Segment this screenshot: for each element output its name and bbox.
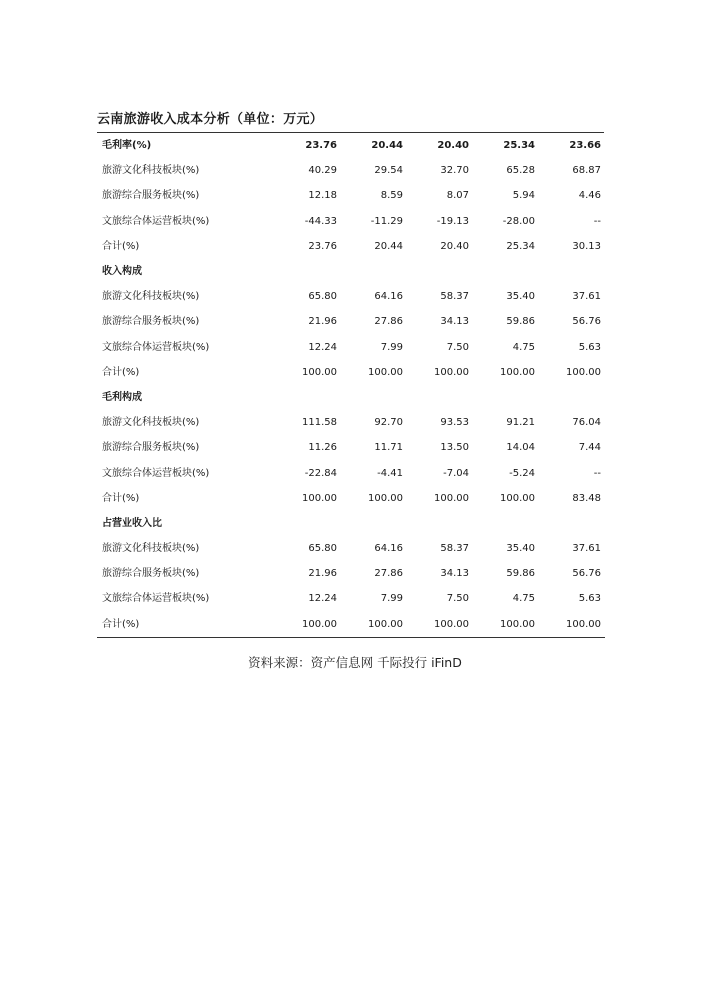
cell-value: 21.96 xyxy=(308,316,337,328)
source-note: 资料来源：资产信息网 千际投行 iFinD xyxy=(248,655,462,670)
cell-value xyxy=(541,511,605,536)
cell-value: 59.86 xyxy=(506,316,535,328)
cell-value: 29.54 xyxy=(374,165,403,177)
cell-value: 100.00 xyxy=(475,612,541,638)
cell-value: 5.94 xyxy=(512,190,535,202)
row-label: 收入构成 xyxy=(102,266,142,278)
cell-value: 11.71 xyxy=(374,442,403,454)
cell-value: 20.44 xyxy=(374,240,403,252)
cell-value: 65.80 xyxy=(308,291,337,303)
cell-value: -44.33 xyxy=(304,215,337,227)
cell-value xyxy=(277,259,343,284)
table-row xyxy=(97,133,605,158)
cell-value: 5.63 xyxy=(578,593,601,605)
cell-value: 21.96 xyxy=(308,568,337,580)
cell-value: 59.86 xyxy=(506,568,535,580)
cell-value: -- xyxy=(593,215,601,227)
data-table xyxy=(97,133,605,638)
cell-value: 23.76 xyxy=(305,140,337,152)
cell-value: 20.40 xyxy=(437,140,469,152)
row-label: 合计(%) xyxy=(102,492,140,504)
row-label: 旅游文化科技板块(%) xyxy=(102,417,200,429)
cell-value: -4.41 xyxy=(377,467,403,479)
cell-value: 65.28 xyxy=(506,165,535,177)
cell-value: 7.44 xyxy=(578,442,601,454)
cell-value xyxy=(343,385,409,410)
cell-value: 40.29 xyxy=(308,165,337,177)
cell-value: 4.46 xyxy=(578,190,601,202)
cell-value: 92.70 xyxy=(374,417,403,429)
cell-value: 100.00 xyxy=(434,366,469,378)
cell-value: 35.40 xyxy=(506,543,535,555)
cell-value: -11.29 xyxy=(370,215,403,227)
cell-value: 23.76 xyxy=(308,240,337,252)
cell-value: 23.66 xyxy=(569,140,601,152)
row-label: 旅游文化科技板块(%) xyxy=(102,291,200,303)
section-header-row xyxy=(97,511,605,536)
cell-value: 91.21 xyxy=(506,417,535,429)
table-row xyxy=(97,284,605,309)
table-row xyxy=(97,335,605,360)
cell-value: 14.04 xyxy=(506,442,535,454)
cell-value: 7.99 xyxy=(380,341,403,353)
cell-value: -5.24 xyxy=(509,467,535,479)
cell-value: -28.00 xyxy=(502,215,535,227)
cell-value: 93.53 xyxy=(440,417,469,429)
cell-value: 100.00 xyxy=(302,492,337,504)
cell-value: 100.00 xyxy=(277,612,343,638)
cell-value xyxy=(475,259,541,284)
row-label: 占营业收入比 xyxy=(102,517,162,529)
table-row xyxy=(97,586,605,611)
table-row xyxy=(97,460,605,485)
row-label: 旅游文化科技板块(%) xyxy=(102,543,200,555)
table-row xyxy=(97,360,605,385)
row-label: 毛利率(%) xyxy=(102,140,152,152)
row-label: 文旅综合体运营板块(%) xyxy=(102,215,210,227)
cell-value: 27.86 xyxy=(374,568,403,580)
cell-value: 100.00 xyxy=(434,492,469,504)
cell-value: 100.00 xyxy=(368,366,403,378)
row-label: 合计(%) xyxy=(97,612,277,638)
row-label: 文旅综合体运营板块(%) xyxy=(102,341,210,353)
cell-value: 56.76 xyxy=(572,568,601,580)
row-label: 合计(%) xyxy=(102,240,140,252)
cell-value: 58.37 xyxy=(440,291,469,303)
table-row xyxy=(97,536,605,561)
cell-value: -22.84 xyxy=(304,467,337,479)
table-row xyxy=(97,309,605,334)
cell-value: -7.04 xyxy=(443,467,469,479)
cell-value xyxy=(409,259,475,284)
cell-value: 8.07 xyxy=(446,190,469,202)
cell-value: 32.70 xyxy=(440,165,469,177)
cell-value: 65.80 xyxy=(308,543,337,555)
row-label: 毛利构成 xyxy=(102,391,142,403)
cell-value: 58.37 xyxy=(440,543,469,555)
cell-value: 12.24 xyxy=(308,341,337,353)
cell-value xyxy=(277,385,343,410)
cell-value: 7.50 xyxy=(446,593,469,605)
cell-value: 100.00 xyxy=(566,366,601,378)
row-label: 旅游综合服务板块(%) xyxy=(102,442,200,454)
cell-value: 83.48 xyxy=(572,492,601,504)
cell-value xyxy=(277,511,343,536)
cell-value xyxy=(343,511,409,536)
cell-value: 11.26 xyxy=(308,442,337,454)
cell-value xyxy=(409,385,475,410)
cell-value: 35.40 xyxy=(506,291,535,303)
cell-value xyxy=(541,259,605,284)
table-row xyxy=(97,486,605,511)
cell-value xyxy=(541,385,605,410)
section-header-row xyxy=(97,259,605,284)
cell-value: 12.18 xyxy=(308,190,337,202)
cell-value: 68.87 xyxy=(572,165,601,177)
cell-value: 37.61 xyxy=(572,543,601,555)
cell-value: 20.44 xyxy=(371,140,403,152)
cell-value: 4.75 xyxy=(512,341,535,353)
table-body xyxy=(97,133,605,637)
cell-value xyxy=(475,385,541,410)
cell-value: 100.00 xyxy=(500,492,535,504)
cell-value: -- xyxy=(593,467,601,479)
cell-value: 12.24 xyxy=(308,593,337,605)
cell-value: 25.34 xyxy=(503,140,535,152)
cell-value xyxy=(475,511,541,536)
section-header-row xyxy=(97,385,605,410)
cell-value xyxy=(409,511,475,536)
cell-value: 76.04 xyxy=(572,417,601,429)
cell-value: 5.63 xyxy=(578,341,601,353)
table-row xyxy=(97,234,605,259)
cell-value: 100.00 xyxy=(368,492,403,504)
cell-value: 111.58 xyxy=(302,417,337,429)
row-label: 旅游综合服务板块(%) xyxy=(102,190,200,202)
table-row xyxy=(97,410,605,435)
table-row xyxy=(97,435,605,460)
cell-value: 7.50 xyxy=(446,341,469,353)
row-label: 旅游综合服务板块(%) xyxy=(102,316,200,328)
cell-value: 13.50 xyxy=(440,442,469,454)
cell-value: 25.34 xyxy=(506,240,535,252)
row-label: 文旅综合体运营板块(%) xyxy=(102,593,210,605)
cell-value: 27.86 xyxy=(374,316,403,328)
cell-value: 20.40 xyxy=(440,240,469,252)
cell-value: 100.00 xyxy=(302,366,337,378)
row-label: 旅游文化科技板块(%) xyxy=(102,165,200,177)
cell-value: -19.13 xyxy=(436,215,469,227)
cell-value: 30.13 xyxy=(572,240,601,252)
cell-value: 56.76 xyxy=(572,316,601,328)
cell-value: 64.16 xyxy=(374,291,403,303)
cell-value: 100.00 xyxy=(500,366,535,378)
cell-value xyxy=(343,259,409,284)
table-row xyxy=(97,183,605,208)
cell-value: 34.13 xyxy=(440,316,469,328)
table-row xyxy=(97,158,605,183)
cell-value: 4.75 xyxy=(512,593,535,605)
cell-value: 7.99 xyxy=(380,593,403,605)
cell-value: 100.00 xyxy=(343,612,409,638)
cell-value: 34.13 xyxy=(440,568,469,580)
row-label: 文旅综合体运营板块(%) xyxy=(102,467,210,479)
row-label: 旅游综合服务板块(%) xyxy=(102,568,200,580)
table-row xyxy=(97,561,605,586)
cell-value: 8.59 xyxy=(380,190,403,202)
revenue-cost-table xyxy=(97,107,604,638)
table-title: 云南旅游收入成本分析（单位：万元） xyxy=(97,107,604,133)
table-row xyxy=(97,209,605,234)
cell-value: 100.00 xyxy=(409,612,475,638)
row-label: 合计(%) xyxy=(102,366,140,378)
cell-value: 100.00 xyxy=(541,612,605,638)
cell-value: 64.16 xyxy=(374,543,403,555)
table-row xyxy=(97,612,605,638)
cell-value: 37.61 xyxy=(572,291,601,303)
